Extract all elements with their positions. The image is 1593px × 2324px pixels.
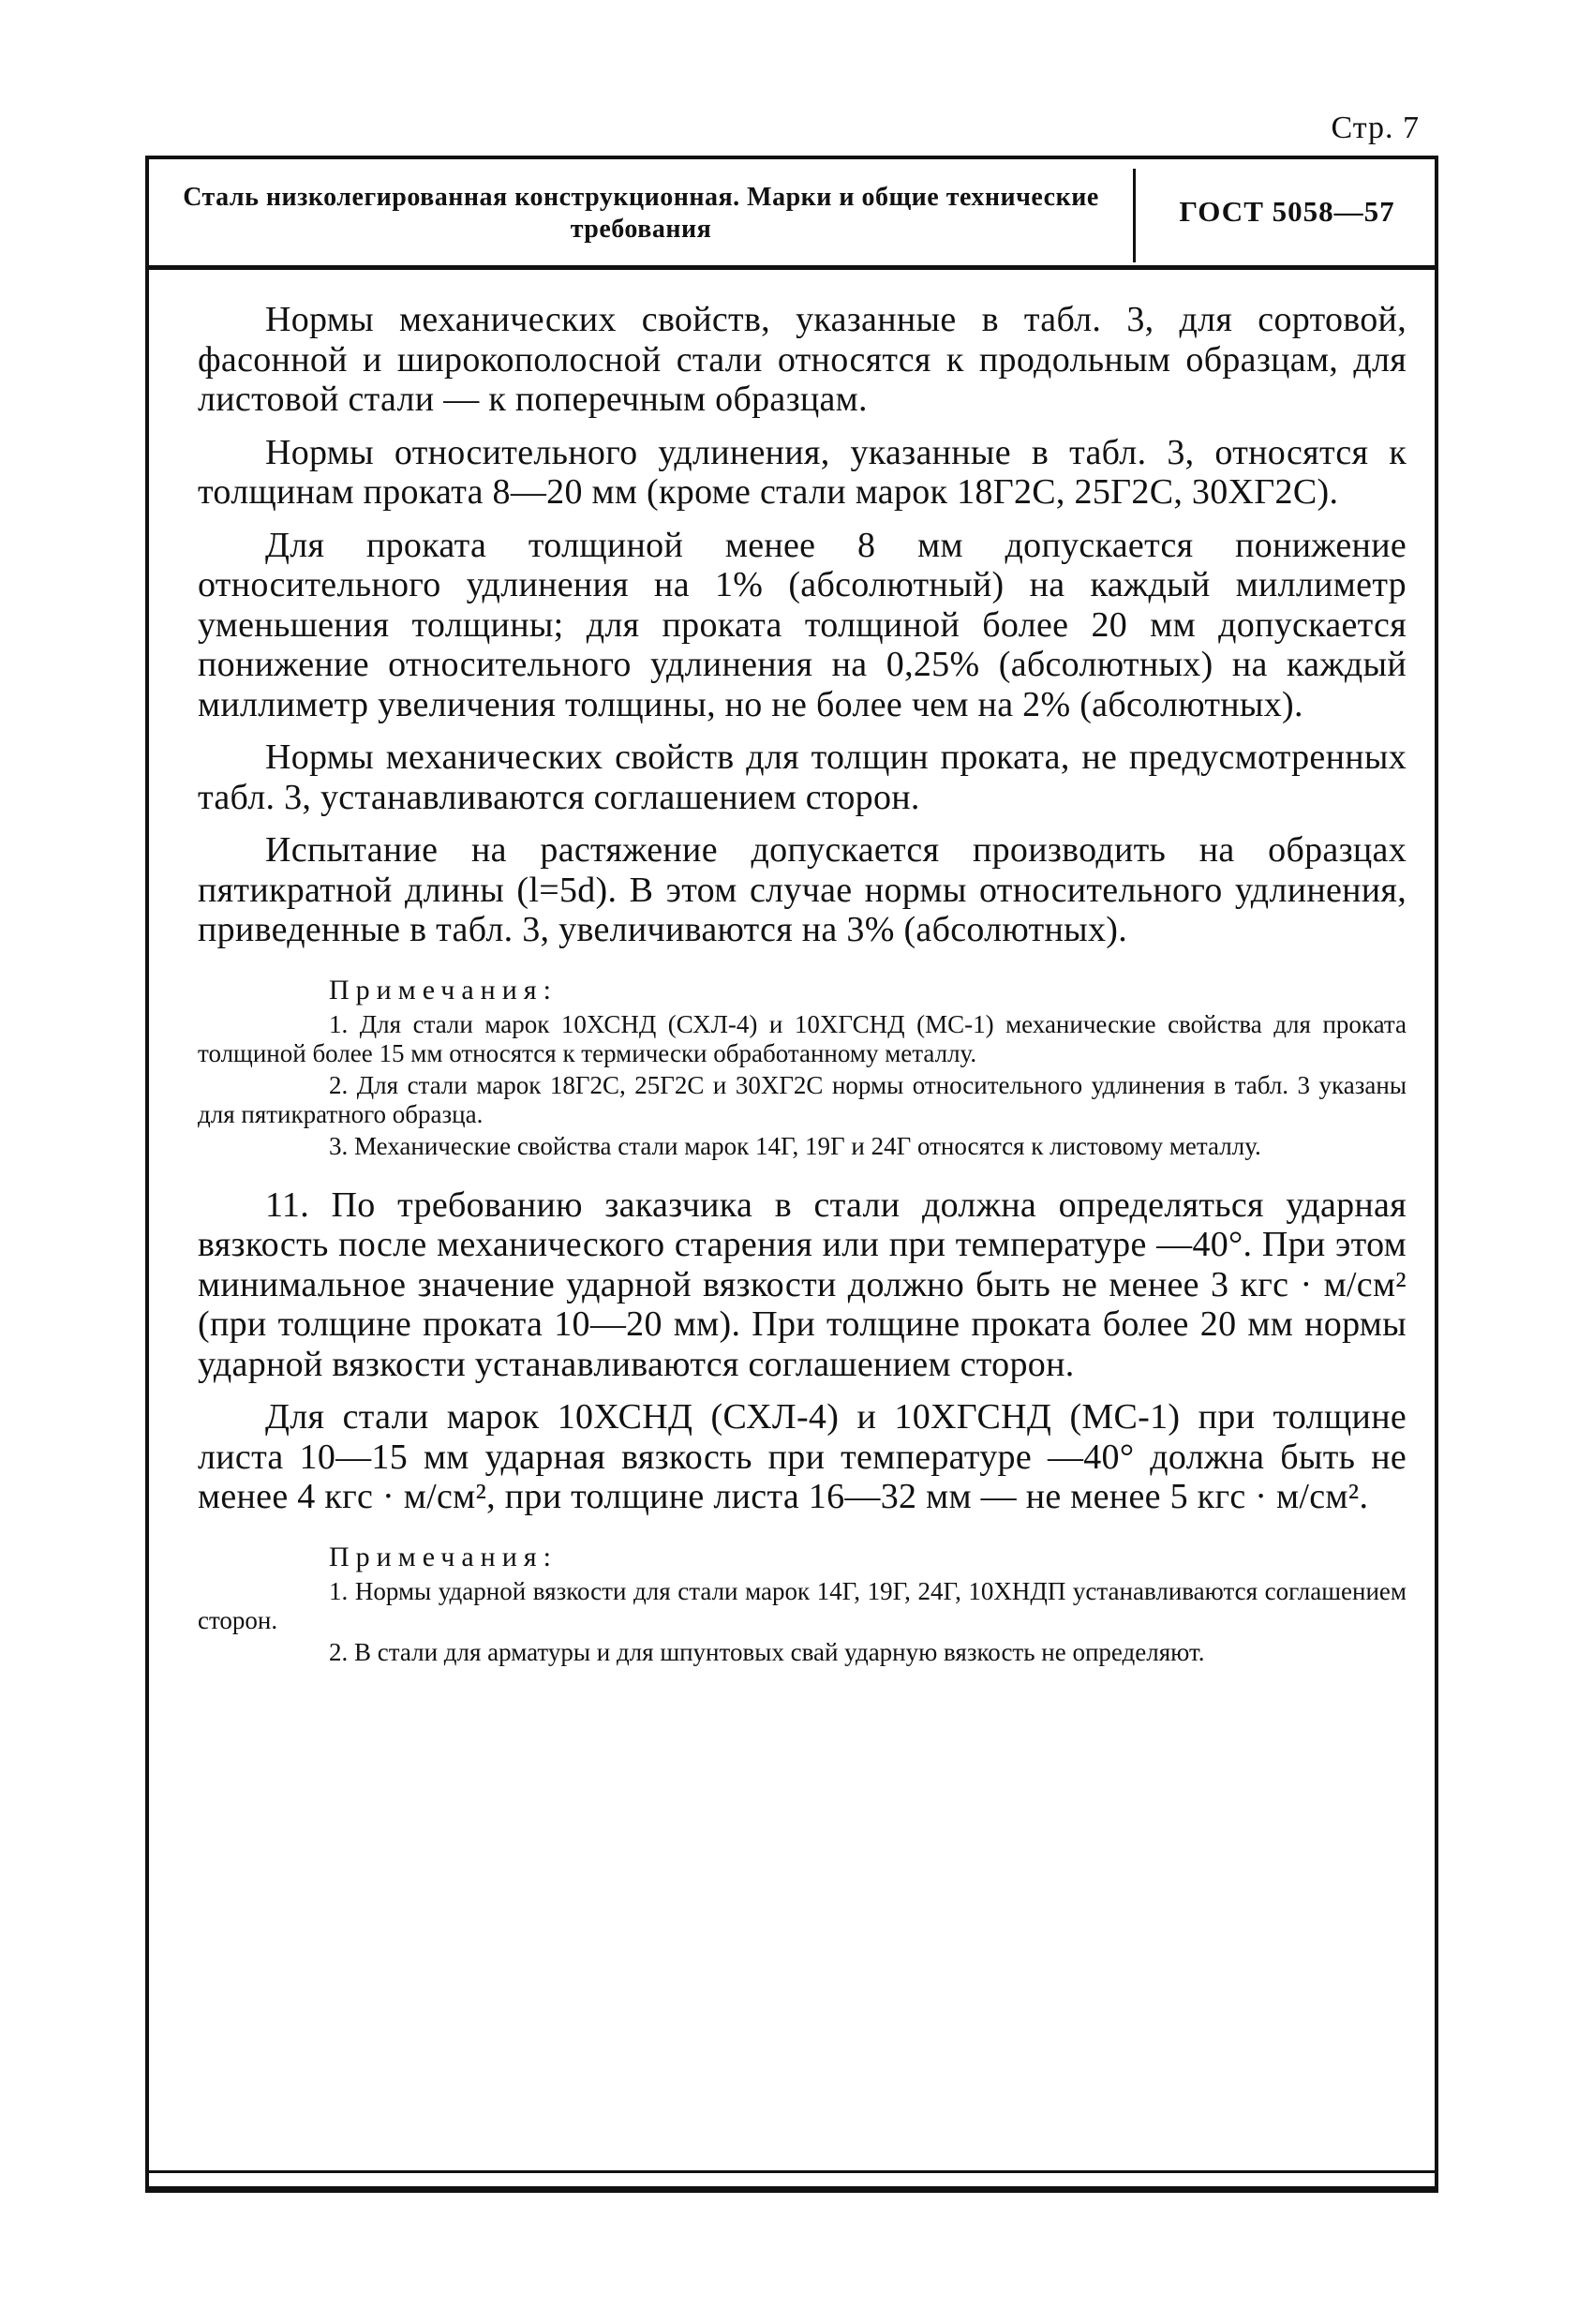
note-item: 2. Для стали марок 18Г2С, 25Г2С и 30ХГ2С нормы относительного удлинения в табл. 3 указаны для пятикратного образца. [198,1070,1407,1128]
header-title: Сталь низколегированная конструкционная. Марки и общие технические требования [183,183,1099,244]
paragraph: Для стали марок 10ХСНД (СХЛ-4) и 10ХГСНД (МС-1) при толщине листа 10—15 мм ударная вязкость при температуре —40° должна быть не менее 4 кгс · м/см², при толщине листа 16—32 мм — не менее 5 кгс · м/см². [198,1397,1407,1516]
page-frame [145,156,1438,2193]
notes-block [198,975,1407,1161]
notes-title: Примечания: [329,1541,558,1572]
note-item: 1. Нормы ударной вязкости для стали марок 14Г, 19Г, 24Г, 10ХНДП устанавливаются соглашением сторон. [198,1576,1407,1634]
note-item: 3. Механические свойства стали марок 14Г, 19Г и 24Г относятся к листовому металлу. [329,1131,1261,1160]
footer-rule [149,2170,1435,2173]
paragraph: Нормы механических свойств, указанные в табл. 3, для сортовой, фасонной и широкополосной стали относятся к продольным образцам, для листовой стали — к поперечным образцам. [198,300,1407,419]
section-11 [198,1185,1407,1517]
notes-block [198,1542,1407,1667]
note-item: 2. В стали для арматуры и для шпунтовых свай ударную вязкость не определяют. [329,1637,1205,1666]
paragraph: Нормы относительного удлинения, указанные в табл. 3, относятся к толщинам проката 8—20 мм (кроме стали марок 18Г2С, 25Г2С, 30ХГ2С). [198,432,1407,512]
paragraph: Для проката толщиной менее 8 мм допускается понижение относительного удлинения на 1% (абсолютный) на каждый миллиметр уменьшения толщины; для проката толщиной более 20 мм допускается понижение относительного удлинения на 0,25% (абсолютных) на каждый миллиметр увеличения толщины, но не более чем на 2% (абсолютных). [198,525,1407,724]
standard-header [149,159,1435,270]
note-item: 1. Для стали марок 10ХСНД (СХЛ-4) и 10ХГСНД (МС-1) механические свойства для проката толщиной более 15 мм относятся к термически обработанному металлу. [198,1009,1407,1067]
paragraph: Испытание на растяжение допускается производить на образцах пятикратной длины (l=5d). В этом случае нормы относительного удлинения, приведенные в табл. 3, увеличиваются на 3% (абсолютных). [198,830,1407,949]
notes-title: Примечания: [329,974,558,1006]
page-number: Стр. 7 [1331,111,1420,145]
paragraph: 11. По требованию заказчика в стали должна определяться ударная вязкость после механического старения или при температуре —40°. При этом минимальное значение ударной вязкости должно быть не менее 3 кгс · м/см² (при толщине проката 10—20 мм). При толщине проката более 20 мм нормы ударной вязкости устанавливаются соглашением сторон. [198,1184,1407,1384]
document-body [198,300,1407,1667]
standard-number: ГОСТ 5058—57 [1179,195,1395,228]
paragraph: Нормы механических свойств для толщин проката, не предусмотренных табл. 3, устанавливаются соглашением сторон. [198,737,1407,817]
